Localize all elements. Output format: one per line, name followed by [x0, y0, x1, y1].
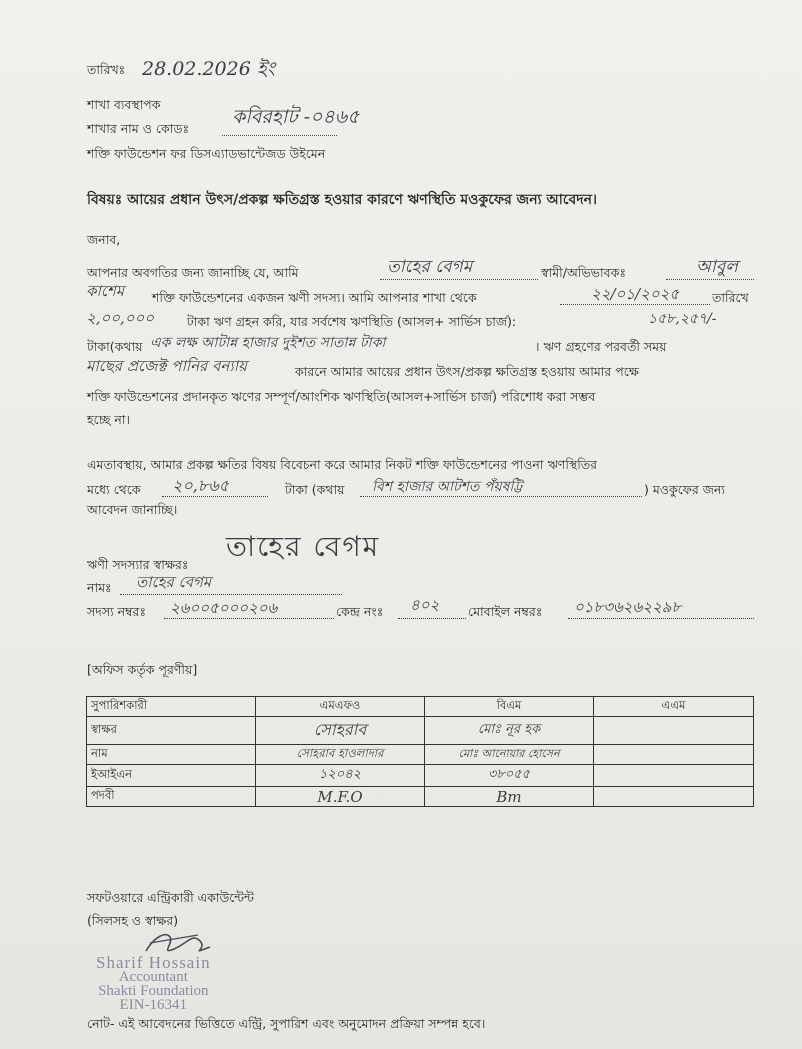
- para2-text-5: আবেদন জানাচ্ছি।: [87, 502, 178, 517]
- stamp-name: Sharif Hossain: [96, 953, 211, 972]
- loan-amount-handwritten: ২,০০,০০০: [86, 309, 155, 327]
- para2-text-4: ) মওকুফের জন্য: [644, 482, 726, 497]
- stamp-role: Accountant: [118, 969, 188, 985]
- am-name: [594, 745, 754, 765]
- mobile-label: মোবাইল নম্বরঃ: [468, 604, 543, 619]
- para2-text-3: টাকা (কথায়: [285, 482, 345, 497]
- para2-text-2: মধ্যে থেকে: [87, 482, 141, 497]
- mfo-designation: M.F.O: [256, 787, 425, 807]
- para1-text-7: । ঋণ গ্রহণের পরবর্তী সময়: [535, 339, 667, 354]
- bm-name: মোঃ আনোয়ার হোসেন: [425, 745, 594, 765]
- table-row: [87, 745, 754, 765]
- accountant-sub: (সিলসহ ও স্বাক্ষর): [87, 913, 179, 928]
- waiver-words-handwritten: বিশ হাজার আটশত পঁয়ষট্টি: [372, 479, 523, 495]
- footer-note: নোট- এই আবেদনের ভিত্তিতে এন্ট্রি, সুপারিশ এবং অনুমোদন প্রক্রিয়া সম্পন্ন হবে।: [87, 1016, 486, 1031]
- row-label: পদবী: [87, 787, 256, 807]
- salutation: জনাব,: [87, 232, 121, 247]
- member-no-label: সদস্য নম্বরঃ: [87, 604, 147, 619]
- recipient-title: শাখা ব্যবস্থাপক: [87, 97, 161, 112]
- table-row: [87, 787, 754, 807]
- date-label: তারিখঃ: [87, 62, 126, 77]
- para2-text-1: এমতাবস্থায়, আমার প্রকল্প ক্ষতির বিষয় বিবেচনা করে আমার নিকট শক্তি ফাউন্ডেশনের পাওনা ঋণস্থিতির: [87, 457, 598, 472]
- stamp-ein: EIN-16341: [119, 997, 188, 1013]
- office-table: [86, 696, 754, 807]
- bm-ein: ৩৮০৫৫: [425, 765, 594, 787]
- accountant-title: সফটওয়ারে এন্ট্রিকারী একাউন্টেন্ট: [87, 890, 254, 905]
- para1-text-1: আপনার অবগতির জন্য জানাচ্ছি যে, আমি: [87, 265, 299, 280]
- table-row: [87, 717, 754, 745]
- mfo-ein: ১২০৪২: [256, 765, 425, 787]
- row-label: স্বাক্ষর: [87, 717, 256, 745]
- waiver-amount-handwritten: ২০,৮৬৫: [172, 476, 230, 495]
- table-header: সুপারিশকারী: [87, 697, 256, 717]
- para1-text-9: শক্তি ফাউন্ডেশনের প্রদানকৃত ঋণের সম্পূর্ণ/আংশিক ঋণস্থিতি(আসল+সার্ভিস চার্জ) পরিশোধ করা সম্ভব: [87, 389, 596, 404]
- center-value: ৪০২: [410, 596, 440, 614]
- mobile-value: ০১৮৩৬২৬২২৯৮: [574, 598, 682, 616]
- member-name-label: নামঃ: [87, 580, 112, 595]
- table-header: বিএম: [425, 697, 594, 717]
- loan-date-handwritten: ২২/০১/২০২৫: [591, 285, 680, 303]
- para1-text-5: টাকা ঋণ গ্রহন করি, যার সর্বশেষ ঋণস্থিতি (আসল+ সার্ভিস চার্জ):: [187, 314, 517, 329]
- member-no-value: ২৬০০৫০০০২০৬: [170, 599, 278, 617]
- row-label: নাম: [87, 745, 256, 765]
- table-header: এএম: [594, 697, 754, 717]
- branch-label: শাখার নাম ও কোডঃ: [87, 121, 190, 136]
- para1-text-2: স্বামী/অভিভাবকঃ: [541, 265, 626, 280]
- row-label: ইআইএন: [87, 765, 256, 787]
- mfo-signature: সোহরাব: [256, 717, 425, 745]
- member-name-value: তাহের বেগম: [136, 573, 212, 591]
- accountant-stamp: [96, 953, 211, 1013]
- cause-handwritten: মাছের প্রজেক্ট পানির বন্যায়: [86, 357, 247, 375]
- am-designation: [594, 787, 754, 807]
- table-header-row: [87, 697, 754, 717]
- bm-signature: মোঃ নূর হক: [425, 717, 594, 745]
- para1-text-3: শক্তি ফাউন্ডেশনের একজন ঋণী সদস্য। আমি আপনার শাখা থেকে: [152, 290, 477, 305]
- guardian-name-continued: কাশেম: [86, 282, 125, 300]
- table-header: এমএফও: [256, 697, 425, 717]
- center-label: কেন্দ্র নংঃ: [336, 604, 384, 619]
- date-value: 28.02.2026 ইং: [142, 58, 275, 80]
- subject-line: বিষয়ঃ আয়ের প্রধান উৎস/প্রকল্প ক্ষতিগ্রস্ত হওয়ার কারণে ঋণস্থিতি মওকুফের জন্য আবেদন।: [87, 192, 597, 208]
- applicant-name-handwritten: তাহের বেগম: [387, 257, 473, 277]
- para1-text-6: টাকা(কথায়: [87, 339, 143, 354]
- guardian-name-handwritten: আবুল: [696, 257, 738, 277]
- signature-label: ঋণী সদস্যার স্বাক্ষরঃ: [87, 557, 189, 572]
- balance-handwritten: ১৫৮,২৫৭/-: [648, 311, 717, 327]
- para1-text-8: কারনে আমার আয়ের প্রধান উৎস/প্রকল্প ক্ষতিগ্রস্ত হওয়ায় আমার পক্ষে: [295, 364, 639, 379]
- bm-designation: Bm: [425, 787, 594, 807]
- org-name: শক্তি ফাউন্ডেশন ফর ডিসএ্যাডভান্টেজড উইমেন: [87, 146, 326, 161]
- para1-text-10: হচ্ছে না।: [87, 412, 130, 427]
- branch-value: কবিরহাট -০৪৬৫: [232, 106, 360, 128]
- am-signature: [594, 717, 754, 745]
- am-ein: [594, 765, 754, 787]
- member-signature: তাহের বেগম: [226, 530, 381, 563]
- stamp-org: Shakti Foundation: [98, 983, 209, 999]
- table-row: [87, 765, 754, 787]
- para1-text-4: তারিখে: [712, 290, 749, 305]
- office-heading: [অফিস কর্তৃক পূরণীয়]: [87, 662, 198, 677]
- mfo-name: সোহরাব হাওলাদার: [256, 745, 425, 765]
- balance-words-handwritten: এক লক্ষ আটান্ন হাজার দুইশত সাতান্ন টাকা: [150, 335, 386, 351]
